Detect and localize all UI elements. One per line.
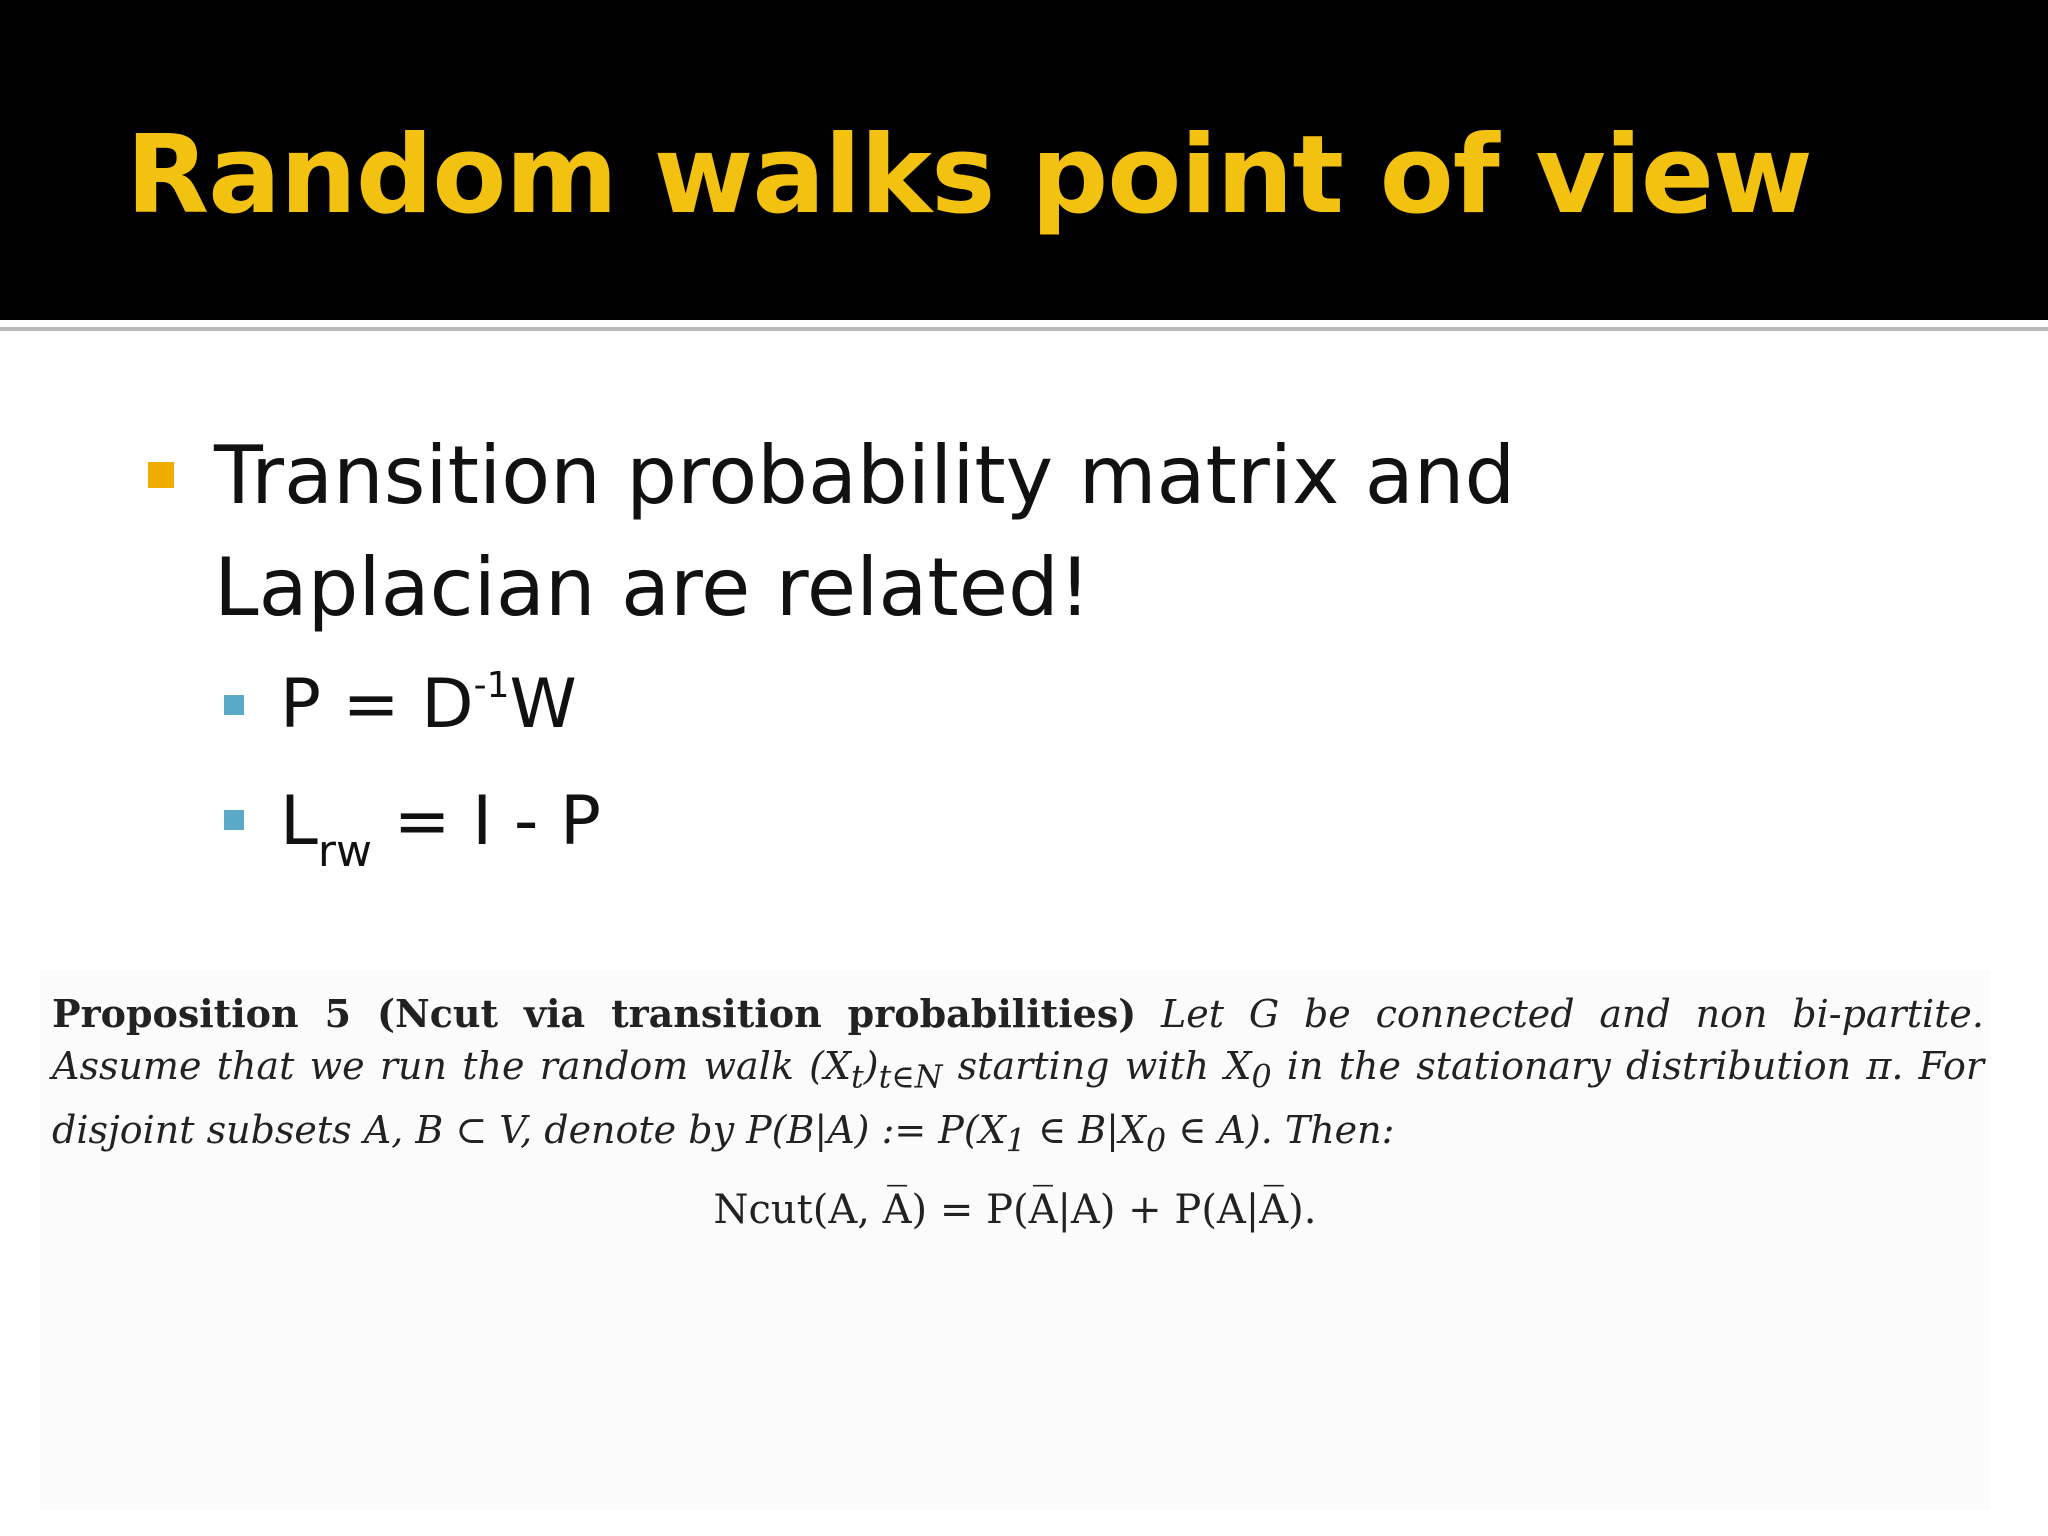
bullet-formula-lrw bbox=[280, 782, 602, 877]
square-bullet-icon bbox=[148, 462, 174, 488]
proposition-text bbox=[52, 988, 1984, 1167]
statement-subscript: t∈N bbox=[878, 1059, 943, 1096]
statement-subscript: 1 bbox=[1005, 1123, 1026, 1160]
statement-part: ) bbox=[863, 1044, 879, 1088]
formula-text: W bbox=[509, 665, 577, 744]
proposition-label: Proposition 5 (Ncut via transition probabilities) bbox=[52, 991, 1137, 1036]
statement-part: starting with X bbox=[942, 1044, 1252, 1088]
statement-subscript: 0 bbox=[1251, 1059, 1272, 1096]
statement-part: in the stationary distribution π. For disjoint subsets A, B ⊂ V, denote by P(B|A) := P(X bbox=[52, 1044, 1985, 1152]
formula-superscript: -1 bbox=[473, 665, 510, 706]
bullet-formula-p bbox=[280, 665, 577, 745]
ncut-formula: Ncut(A, A̅) = P(A̅|A) + P(A|A̅). bbox=[713, 1187, 1317, 1233]
statement-subscript: 0 bbox=[1145, 1123, 1167, 1160]
statement-subscript: t bbox=[851, 1059, 864, 1096]
square-bullet-icon bbox=[224, 695, 244, 715]
statement-part: Let G be connected and non bi-partite. Assume that we run the random walk (X bbox=[52, 992, 1984, 1088]
formula-text: P = D bbox=[280, 665, 474, 744]
square-bullet-icon bbox=[224, 810, 244, 830]
bullet-text-transition-laplacian: Transition probability matrix and Laplacian are related! bbox=[214, 429, 1516, 634]
proposition-excerpt bbox=[40, 970, 1990, 1510]
statement-part: ∈ A). Then: bbox=[1166, 1107, 1395, 1152]
formula-text: L bbox=[280, 782, 318, 861]
formula-subscript: rw bbox=[317, 826, 372, 877]
statement-part: ∈ B|X bbox=[1025, 1107, 1146, 1152]
formula-text: = I - P bbox=[371, 782, 602, 861]
slide-title: Random walks point of view bbox=[126, 113, 1812, 238]
